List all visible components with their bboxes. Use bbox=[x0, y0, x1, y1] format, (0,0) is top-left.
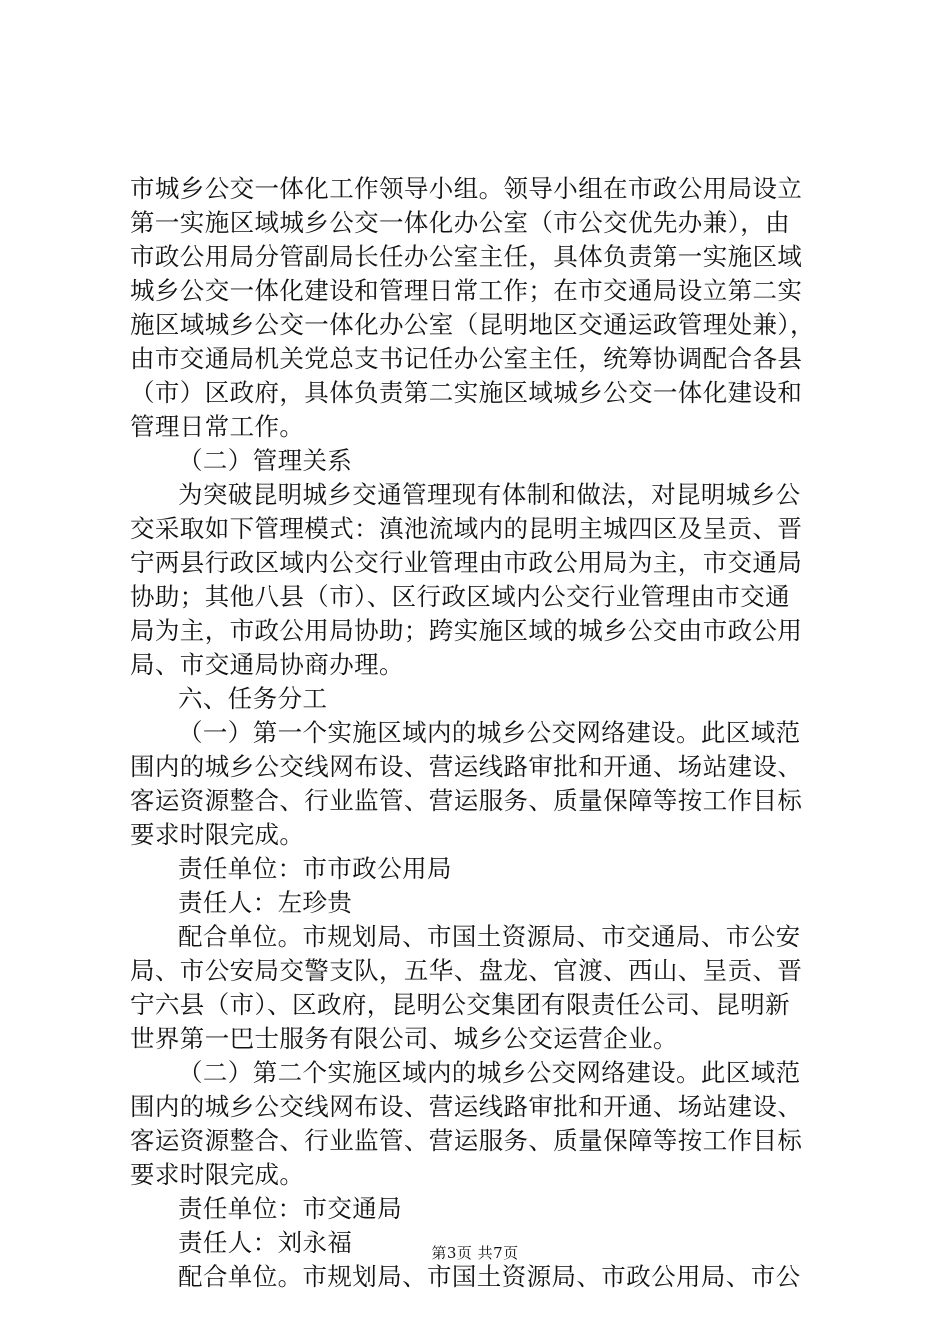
text-line: 客运资源整合、行业监管、营运服务、质量保障等按工作目标 bbox=[130, 786, 803, 815]
text-line: 第一实施区域城乡公交一体化办公室（市公交优先办兼），由 bbox=[130, 208, 791, 237]
text-line: 局为主，市政公用局协助；跨实施区域的城乡公交由市政公用 bbox=[130, 616, 803, 645]
text-line: 施区域城乡公交一体化办公室（昆明地区交通运政管理处兼）， bbox=[130, 310, 815, 339]
text-line: 围内的城乡公交线网布设、营运线路审批和开通、场站建设、 bbox=[130, 752, 803, 781]
text-line: 责任单位：市交通局 bbox=[178, 1194, 403, 1223]
text-line: 世界第一巴士服务有限公司、城乡公交运营企业。 bbox=[130, 1024, 678, 1053]
text-line: 客运资源整合、行业监管、营运服务、质量保障等按工作目标 bbox=[130, 1126, 803, 1155]
text-line: 责任人：左珍贵 bbox=[178, 888, 353, 917]
text-line: （一）第一个实施区域内的城乡公交网络建设。此区域范 bbox=[178, 718, 801, 747]
text-line: 市政公用局分管副局长任办公室主任，具体负责第一实施区域 bbox=[130, 242, 803, 271]
text-line: 管理日常工作。 bbox=[130, 412, 305, 441]
text-line: 协助；其他八县（市）、区行政区域内公交行业管理由市交通 bbox=[130, 582, 791, 611]
text-line: 交采取如下管理模式：滇池流域内的昆明主城四区及呈贡、晋 bbox=[130, 514, 803, 543]
document-body bbox=[130, 172, 830, 1294]
text-line: 要求时限完成。 bbox=[130, 820, 305, 849]
text-line: 宁两县行政区域内公交行业管理由市政公用局为主，市交通局 bbox=[130, 548, 803, 577]
text-line: 围内的城乡公交线网布设、营运线路审批和开通、场站建设、 bbox=[130, 1092, 803, 1121]
text-line: 责任单位：市市政公用局 bbox=[178, 854, 452, 883]
text-line: 由市交通局机关党总支书记任办公室主任，统筹协调配合各县 bbox=[130, 344, 803, 373]
text-line: （二）第二个实施区域内的城乡公交网络建设。此区域范 bbox=[178, 1058, 801, 1087]
text-line: 为突破昆明城乡交通管理现有体制和做法，对昆明城乡公 bbox=[178, 480, 801, 509]
text-line: 局、市交通局协商办理。 bbox=[130, 650, 404, 679]
text-line: 配合单位。市规划局、市国土资源局、市交通局、市公安 bbox=[178, 922, 801, 951]
text-line: 配合单位。市规划局、市国土资源局、市政公用局、市公 bbox=[178, 1262, 801, 1291]
text-line: 市城乡公交一体化工作领导小组。领导小组在市政公用局设立 bbox=[130, 174, 803, 203]
text-line: 宁六县（市）、区政府，昆明公交集团有限责任公司、昆明新 bbox=[130, 990, 791, 1019]
page-footer: 第3页 共7页 bbox=[431, 1244, 519, 1262]
text-line: （二）管理关系 bbox=[178, 446, 353, 475]
text-line: 六、任务分工 bbox=[178, 684, 328, 713]
text-line: 城乡公交一体化建设和管理日常工作；在市交通局设立第二实 bbox=[130, 276, 803, 305]
text-line: 责任人：刘永福 bbox=[178, 1228, 353, 1257]
text-line: 局、市公安局交警支队，五华、盘龙、官渡、西山、呈贡、晋 bbox=[130, 956, 803, 985]
text-line: 要求时限完成。 bbox=[130, 1160, 305, 1189]
text-line: （市）区政府，具体负责第二实施区域城乡公交一体化建设和 bbox=[130, 378, 803, 407]
